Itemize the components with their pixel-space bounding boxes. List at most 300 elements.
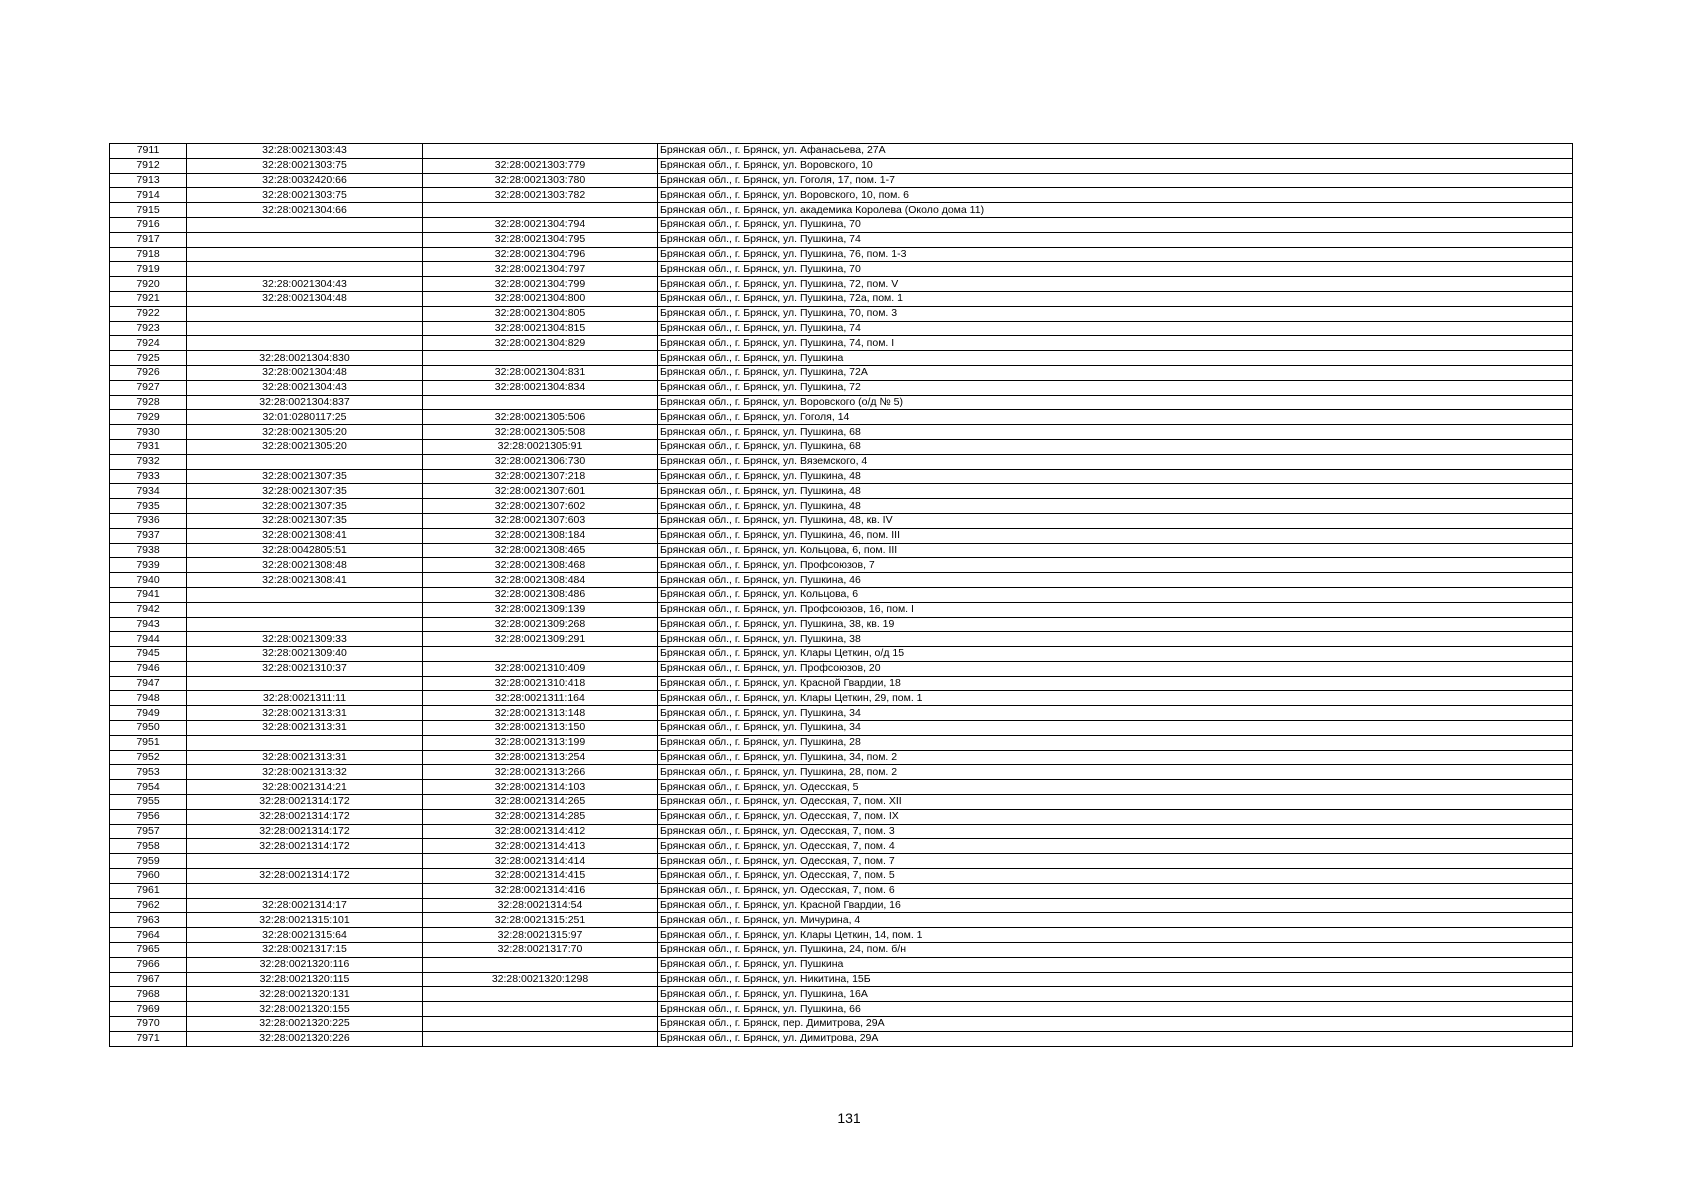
address-cell: Брянская обл., г. Брянск, ул. Пушкина, 34 [658, 721, 1573, 736]
cadastral-number-cell: 32:28:0021307:35 [187, 513, 423, 528]
cadastral-number-cell: 32:28:0032420:66 [187, 173, 423, 188]
cadastral-number-cell: 32:28:0021307:35 [187, 484, 423, 499]
address-cell: Брянская обл., г. Брянск, ул. Одесская, 5 [658, 780, 1573, 795]
address-cell: Брянская обл., г. Брянск, ул. Димитрова, 29А [658, 1031, 1573, 1046]
building-cadastral-number-cell: 32:28:0021315:251 [423, 913, 658, 928]
building-cadastral-number-cell: 32:28:0021314:285 [423, 809, 658, 824]
address-cell: Брянская обл., г. Брянск, ул. Пушкина, 48 [658, 499, 1573, 514]
building-cadastral-number-cell: 32:28:0021311:164 [423, 691, 658, 706]
table-row [110, 765, 1573, 780]
cadastral-number-cell: 32:28:0021314:172 [187, 824, 423, 839]
cadastral-number-cell [187, 232, 423, 247]
address-cell: Брянская обл., г. Брянск, ул. Гоголя, 14 [658, 410, 1573, 425]
row-number-cell: 7933 [110, 469, 187, 484]
cadastral-number-cell: 32:28:0021304:837 [187, 395, 423, 410]
address-cell: Брянская обл., г. Брянск, ул. Клары Цеткин, 14, пом. 1 [658, 928, 1573, 943]
building-cadastral-number-cell: 32:28:0021308:468 [423, 558, 658, 573]
cadastral-number-cell: 32:28:0021304:43 [187, 380, 423, 395]
row-number-cell: 7963 [110, 913, 187, 928]
address-cell: Брянская обл., г. Брянск, ул. Пушкина, 16А [658, 987, 1573, 1002]
building-cadastral-number-cell: 32:28:0021315:97 [423, 928, 658, 943]
address-cell: Брянская обл., г. Брянск, ул. Пушкина, 74, пом. I [658, 336, 1573, 351]
table-row [110, 232, 1573, 247]
cadastral-number-cell: 32:28:0021305:20 [187, 425, 423, 440]
row-number-cell: 7920 [110, 277, 187, 292]
address-cell: Брянская обл., г. Брянск, ул. Воровского, 10 [658, 158, 1573, 173]
address-cell: Брянская обл., г. Брянск, ул. академика Королева (Около дома 11) [658, 203, 1573, 218]
row-number-cell: 7921 [110, 291, 187, 306]
cadastral-number-cell [187, 262, 423, 277]
cadastral-number-cell [187, 854, 423, 869]
table-row [110, 351, 1573, 366]
row-number-cell: 7931 [110, 439, 187, 454]
table-row [110, 336, 1573, 351]
table-row [110, 913, 1573, 928]
address-cell: Брянская обл., г. Брянск, ул. Афанасьева, 27А [658, 144, 1573, 159]
address-cell: Брянская обл., г. Брянск, ул. Пушкина, 24, пом. б/н [658, 943, 1573, 958]
address-cell: Брянская обл., г. Брянск, ул. Пушкина, 46, пом. III [658, 528, 1573, 543]
table-row [110, 1017, 1573, 1032]
table-row [110, 795, 1573, 810]
address-cell: Брянская обл., г. Брянск, ул. Воровского, 10, пом. 6 [658, 188, 1573, 203]
address-cell: Брянская обл., г. Брянск, ул. Кольцова, 6 [658, 587, 1573, 602]
address-cell: Брянская обл., г. Брянск, ул. Пушкина, 68 [658, 439, 1573, 454]
row-number-cell: 7917 [110, 232, 187, 247]
cadastral-number-cell: 32:28:0042805:51 [187, 543, 423, 558]
cadastral-number-cell: 32:28:0021314:172 [187, 839, 423, 854]
cadastral-number-cell: 32:28:0021304:66 [187, 203, 423, 218]
table-row [110, 824, 1573, 839]
row-number-cell: 7940 [110, 573, 187, 588]
address-cell: Брянская обл., г. Брянск, ул. Пушкина, 72А [658, 365, 1573, 380]
building-cadastral-number-cell [423, 1002, 658, 1017]
building-cadastral-number-cell [423, 144, 658, 159]
cadastral-number-cell: 32:28:0021314:172 [187, 795, 423, 810]
building-cadastral-number-cell: 32:28:0021313:266 [423, 765, 658, 780]
row-number-cell: 7966 [110, 957, 187, 972]
table-row [110, 291, 1573, 306]
table-row [110, 573, 1573, 588]
building-cadastral-number-cell: 32:28:0021314:265 [423, 795, 658, 810]
row-number-cell: 7922 [110, 306, 187, 321]
table-row [110, 721, 1573, 736]
table-row [110, 735, 1573, 750]
table-row [110, 158, 1573, 173]
table-row [110, 780, 1573, 795]
building-cadastral-number-cell: 32:28:0021307:603 [423, 513, 658, 528]
row-number-cell: 7965 [110, 943, 187, 958]
building-cadastral-number-cell: 32:28:0021313:254 [423, 750, 658, 765]
row-number-cell: 7935 [110, 499, 187, 514]
address-cell: Брянская обл., г. Брянск, ул. Пушкина, 70 [658, 217, 1573, 232]
cadastral-number-cell: 32:28:0021320:226 [187, 1031, 423, 1046]
cadastral-number-cell [187, 217, 423, 232]
row-number-cell: 7930 [110, 425, 187, 440]
building-cadastral-number-cell: 32:28:0021314:413 [423, 839, 658, 854]
address-cell: Брянская обл., г. Брянск, ул. Мичурина, 4 [658, 913, 1573, 928]
table-row [110, 839, 1573, 854]
building-cadastral-number-cell: 32:28:0021314:54 [423, 898, 658, 913]
row-number-cell: 7937 [110, 528, 187, 543]
cadastral-number-cell [187, 321, 423, 336]
row-number-cell: 7924 [110, 336, 187, 351]
row-number-cell: 7925 [110, 351, 187, 366]
table-row [110, 869, 1573, 884]
address-cell: Брянская обл., г. Брянск, ул. Пушкина, 70, пом. 3 [658, 306, 1573, 321]
address-cell: Брянская обл., г. Брянск, ул. Пушкина, 68 [658, 425, 1573, 440]
row-number-cell: 7962 [110, 898, 187, 913]
row-number-cell: 7945 [110, 647, 187, 662]
table-row [110, 306, 1573, 321]
address-cell: Брянская обл., г. Брянск, ул. Пушкина, 66 [658, 1002, 1573, 1017]
row-number-cell: 7956 [110, 809, 187, 824]
cadastral-number-cell: 32:28:0021310:37 [187, 661, 423, 676]
row-number-cell: 7916 [110, 217, 187, 232]
cadastral-number-cell: 32:28:0021308:41 [187, 573, 423, 588]
building-cadastral-number-cell: 32:28:0021313:150 [423, 721, 658, 736]
address-cell: Брянская обл., г. Брянск, ул. Пушкина, 38, кв. 19 [658, 617, 1573, 632]
building-cadastral-number-cell: 32:28:0021314:103 [423, 780, 658, 795]
row-number-cell: 7926 [110, 365, 187, 380]
address-cell: Брянская обл., г. Брянск, ул. Гоголя, 17, пом. 1-7 [658, 173, 1573, 188]
building-cadastral-number-cell: 32:28:0021304:829 [423, 336, 658, 351]
cadastral-number-cell: 32:28:0021307:35 [187, 499, 423, 514]
cadastral-number-cell: 32:28:0021304:830 [187, 351, 423, 366]
cadastral-number-cell: 32:28:0021303:43 [187, 144, 423, 159]
building-cadastral-number-cell [423, 203, 658, 218]
table-row [110, 632, 1573, 647]
building-cadastral-number-cell: 32:28:0021306:730 [423, 454, 658, 469]
address-cell: Брянская обл., г. Брянск, ул. Пушкина, 72, пом. V [658, 277, 1573, 292]
row-number-cell: 7970 [110, 1017, 187, 1032]
address-cell: Брянская обл., г. Брянск, ул. Пушкина, 34, пом. 2 [658, 750, 1573, 765]
cadastral-number-cell: 32:28:0021314:17 [187, 898, 423, 913]
building-cadastral-number-cell: 32:28:0021307:601 [423, 484, 658, 499]
row-number-cell: 7936 [110, 513, 187, 528]
address-cell: Брянская обл., г. Брянск, ул. Профсоюзов, 20 [658, 661, 1573, 676]
table-row [110, 987, 1573, 1002]
building-cadastral-number-cell [423, 395, 658, 410]
building-cadastral-number-cell: 32:28:0021308:486 [423, 587, 658, 602]
address-cell: Брянская обл., г. Брянск, ул. Одесская, 7, пом. 3 [658, 824, 1573, 839]
building-cadastral-number-cell: 32:28:0021304:796 [423, 247, 658, 262]
address-cell: Брянская обл., г. Брянск, ул. Пушкина, 48, кв. IV [658, 513, 1573, 528]
table-row [110, 425, 1573, 440]
building-cadastral-number-cell: 32:28:0021313:148 [423, 706, 658, 721]
address-cell: Брянская обл., г. Брянск, ул. Пушкина, 38 [658, 632, 1573, 647]
building-cadastral-number-cell: 32:28:0021304:795 [423, 232, 658, 247]
cadastral-number-cell [187, 306, 423, 321]
table-row [110, 898, 1573, 913]
row-number-cell: 7968 [110, 987, 187, 1002]
building-cadastral-number-cell: 32:28:0021303:780 [423, 173, 658, 188]
table-row [110, 262, 1573, 277]
address-cell: Брянская обл., г. Брянск, ул. Профсоюзов, 7 [658, 558, 1573, 573]
cadastral-number-cell [187, 617, 423, 632]
cadastral-number-cell: 32:28:0021315:101 [187, 913, 423, 928]
cadastral-number-cell: 32:28:0021315:64 [187, 928, 423, 943]
cadastral-number-cell: 32:28:0021314:172 [187, 809, 423, 824]
building-cadastral-number-cell: 32:28:0021305:508 [423, 425, 658, 440]
building-cadastral-number-cell: 32:28:0021305:91 [423, 439, 658, 454]
row-number-cell: 7942 [110, 602, 187, 617]
table-row [110, 499, 1573, 514]
building-cadastral-number-cell: 32:28:0021314:416 [423, 883, 658, 898]
table-row [110, 854, 1573, 869]
cadastral-number-cell: 32:28:0021304:43 [187, 277, 423, 292]
address-cell: Брянская обл., г. Брянск, ул. Пушкина, 34 [658, 706, 1573, 721]
address-cell: Брянская обл., г. Брянск, ул. Клары Цеткин, 29, пом. 1 [658, 691, 1573, 706]
address-cell: Брянская обл., г. Брянск, ул. Красной Гвардии, 16 [658, 898, 1573, 913]
row-number-cell: 7934 [110, 484, 187, 499]
address-cell: Брянская обл., г. Брянск, ул. Одесская, 7, пом. 5 [658, 869, 1573, 884]
table-row [110, 277, 1573, 292]
cadastral-number-cell [187, 735, 423, 750]
cadastral-number-cell: 32:28:0021317:15 [187, 943, 423, 958]
building-cadastral-number-cell: 32:28:0021320:1298 [423, 972, 658, 987]
cadastral-number-cell: 32:28:0021308:41 [187, 528, 423, 543]
building-cadastral-number-cell: 32:28:0021308:465 [423, 543, 658, 558]
row-number-cell: 7950 [110, 721, 187, 736]
cadastral-number-cell [187, 454, 423, 469]
table-row [110, 543, 1573, 558]
table-row [110, 528, 1573, 543]
cadastral-number-cell: 32:28:0021320:225 [187, 1017, 423, 1032]
row-number-cell: 7948 [110, 691, 187, 706]
row-number-cell: 7944 [110, 632, 187, 647]
row-number-cell: 7946 [110, 661, 187, 676]
cadastral-number-cell: 32:01:0280117:25 [187, 410, 423, 425]
table-row [110, 1002, 1573, 1017]
building-cadastral-number-cell [423, 1017, 658, 1032]
address-cell: Брянская обл., г. Брянск, ул. Пушкина, 74 [658, 232, 1573, 247]
table-row [110, 188, 1573, 203]
address-cell: Брянская обл., г. Брянск, ул. Клары Цеткин, о/д 15 [658, 647, 1573, 662]
table-row [110, 617, 1573, 632]
row-number-cell: 7951 [110, 735, 187, 750]
row-number-cell: 7959 [110, 854, 187, 869]
building-cadastral-number-cell [423, 1031, 658, 1046]
table-row [110, 395, 1573, 410]
row-number-cell: 7914 [110, 188, 187, 203]
row-number-cell: 7919 [110, 262, 187, 277]
row-number-cell: 7949 [110, 706, 187, 721]
row-number-cell: 7918 [110, 247, 187, 262]
cadastral-number-cell: 32:28:0021309:33 [187, 632, 423, 647]
cadastral-number-cell: 32:28:0021320:155 [187, 1002, 423, 1017]
table-row [110, 558, 1573, 573]
table-row [110, 943, 1573, 958]
address-cell: Брянская обл., г. Брянск, ул. Пушкина, 48 [658, 484, 1573, 499]
address-cell: Брянская обл., г. Брянск, ул. Пушкина, 74 [658, 321, 1573, 336]
row-number-cell: 7913 [110, 173, 187, 188]
building-cadastral-number-cell [423, 351, 658, 366]
cadastral-number-cell: 32:28:0021320:116 [187, 957, 423, 972]
address-cell: Брянская обл., г. Брянск, ул. Красной Гвардии, 18 [658, 676, 1573, 691]
building-cadastral-number-cell: 32:28:0021304:794 [423, 217, 658, 232]
cadastral-number-cell: 32:28:0021309:40 [187, 647, 423, 662]
address-cell: Брянская обл., г. Брянск, ул. Одесская, 7, пом. XII [658, 795, 1573, 810]
table-row [110, 321, 1573, 336]
building-cadastral-number-cell: 32:28:0021304:834 [423, 380, 658, 395]
table-row [110, 513, 1573, 528]
row-number-cell: 7912 [110, 158, 187, 173]
building-cadastral-number-cell: 32:28:0021309:139 [423, 602, 658, 617]
cadastral-number-cell [187, 883, 423, 898]
cadastral-number-cell: 32:28:0021311:11 [187, 691, 423, 706]
table-row [110, 217, 1573, 232]
building-cadastral-number-cell: 32:28:0021304:805 [423, 306, 658, 321]
address-cell: Брянская обл., г. Брянск, ул. Пушкина, 46 [658, 573, 1573, 588]
cadastral-number-cell: 32:28:0021304:48 [187, 365, 423, 380]
table-row [110, 454, 1573, 469]
cadastral-number-cell: 32:28:0021307:35 [187, 469, 423, 484]
cadastral-number-cell: 32:28:0021305:20 [187, 439, 423, 454]
building-cadastral-number-cell: 32:28:0021305:506 [423, 410, 658, 425]
address-cell: Брянская обл., г. Брянск, пер. Димитрова, 29А [658, 1017, 1573, 1032]
table-row [110, 144, 1573, 159]
cadastral-number-cell [187, 587, 423, 602]
row-number-cell: 7961 [110, 883, 187, 898]
table-row [110, 957, 1573, 972]
building-cadastral-number-cell: 32:28:0021307:602 [423, 499, 658, 514]
building-cadastral-number-cell: 32:28:0021304:800 [423, 291, 658, 306]
address-cell: Брянская обл., г. Брянск, ул. Пушкина, 72 [658, 380, 1573, 395]
row-number-cell: 7929 [110, 410, 187, 425]
row-number-cell: 7941 [110, 587, 187, 602]
registry-table-body [110, 144, 1573, 1047]
building-cadastral-number-cell [423, 647, 658, 662]
row-number-cell: 7953 [110, 765, 187, 780]
row-number-cell: 7939 [110, 558, 187, 573]
row-number-cell: 7923 [110, 321, 187, 336]
cadastral-number-cell: 32:28:0021320:131 [187, 987, 423, 1002]
address-cell: Брянская обл., г. Брянск, ул. Одесская, 7, пом. IX [658, 809, 1573, 824]
table-row [110, 410, 1573, 425]
building-cadastral-number-cell: 32:28:0021303:782 [423, 188, 658, 203]
row-number-cell: 7969 [110, 1002, 187, 1017]
address-cell: Брянская обл., г. Брянск, ул. Кольцова, 6, пом. III [658, 543, 1573, 558]
building-cadastral-number-cell: 32:28:0021317:70 [423, 943, 658, 958]
building-cadastral-number-cell: 32:28:0021303:779 [423, 158, 658, 173]
address-cell: Брянская обл., г. Брянск, ул. Пушкина [658, 351, 1573, 366]
row-number-cell: 7938 [110, 543, 187, 558]
building-cadastral-number-cell: 32:28:0021314:414 [423, 854, 658, 869]
table-row [110, 203, 1573, 218]
building-cadastral-number-cell: 32:28:0021304:815 [423, 321, 658, 336]
building-cadastral-number-cell: 32:28:0021308:484 [423, 573, 658, 588]
address-cell: Брянская обл., г. Брянск, ул. Одесская, 7, пом. 7 [658, 854, 1573, 869]
cadastral-number-cell: 32:28:0021303:75 [187, 158, 423, 173]
cadastral-number-cell: 32:28:0021314:21 [187, 780, 423, 795]
building-cadastral-number-cell [423, 987, 658, 1002]
cadastral-number-cell [187, 602, 423, 617]
address-cell: Брянская обл., г. Брянск, ул. Пушкина, 72а, пом. 1 [658, 291, 1573, 306]
cadastral-number-cell [187, 336, 423, 351]
building-cadastral-number-cell: 32:28:0021310:418 [423, 676, 658, 691]
row-number-cell: 7957 [110, 824, 187, 839]
table-row [110, 676, 1573, 691]
row-number-cell: 7911 [110, 144, 187, 159]
row-number-cell: 7971 [110, 1031, 187, 1046]
table-row [110, 602, 1573, 617]
table-row [110, 247, 1573, 262]
row-number-cell: 7915 [110, 203, 187, 218]
cadastral-number-cell: 32:28:0021304:48 [187, 291, 423, 306]
cadastral-number-cell: 32:28:0021313:31 [187, 721, 423, 736]
building-cadastral-number-cell: 32:28:0021304:831 [423, 365, 658, 380]
row-number-cell: 7943 [110, 617, 187, 632]
registry-table [109, 143, 1573, 1047]
cadastral-number-cell: 32:28:0021320:115 [187, 972, 423, 987]
row-number-cell: 7960 [110, 869, 187, 884]
row-number-cell: 7967 [110, 972, 187, 987]
cadastral-number-cell: 32:28:0021313:32 [187, 765, 423, 780]
building-cadastral-number-cell: 32:28:0021304:799 [423, 277, 658, 292]
table-row [110, 469, 1573, 484]
table-row [110, 661, 1573, 676]
table-row [110, 173, 1573, 188]
building-cadastral-number-cell: 32:28:0021307:218 [423, 469, 658, 484]
address-cell: Брянская обл., г. Брянск, ул. Вяземского, 4 [658, 454, 1573, 469]
building-cadastral-number-cell: 32:28:0021308:184 [423, 528, 658, 543]
address-cell: Брянская обл., г. Брянск, ул. Одесская, 7, пом. 6 [658, 883, 1573, 898]
table-row [110, 1031, 1573, 1046]
cadastral-number-cell: 32:28:0021313:31 [187, 750, 423, 765]
building-cadastral-number-cell: 32:28:0021310:409 [423, 661, 658, 676]
table-row [110, 439, 1573, 454]
cadastral-number-cell: 32:28:0021313:31 [187, 706, 423, 721]
table-row [110, 380, 1573, 395]
address-cell: Брянская обл., г. Брянск, ул. Пушкина, 28, пом. 2 [658, 765, 1573, 780]
cadastral-number-cell: 32:28:0021303:75 [187, 188, 423, 203]
row-number-cell: 7927 [110, 380, 187, 395]
row-number-cell: 7955 [110, 795, 187, 810]
table-row [110, 365, 1573, 380]
table-row [110, 706, 1573, 721]
building-cadastral-number-cell: 32:28:0021314:415 [423, 869, 658, 884]
address-cell: Брянская обл., г. Брянск, ул. Пушкина, 70 [658, 262, 1573, 277]
building-cadastral-number-cell: 32:28:0021309:268 [423, 617, 658, 632]
building-cadastral-number-cell: 32:28:0021309:291 [423, 632, 658, 647]
cadastral-number-cell [187, 676, 423, 691]
building-cadastral-number-cell [423, 957, 658, 972]
address-cell: Брянская обл., г. Брянск, ул. Пушкина, 76, пом. 1-3 [658, 247, 1573, 262]
cadastral-number-cell [187, 247, 423, 262]
row-number-cell: 7954 [110, 780, 187, 795]
table-row [110, 809, 1573, 824]
cadastral-number-cell: 32:28:0021308:48 [187, 558, 423, 573]
address-cell: Брянская обл., г. Брянск, ул. Пушкина [658, 957, 1573, 972]
row-number-cell: 7932 [110, 454, 187, 469]
address-cell: Брянская обл., г. Брянск, ул. Одесская, 7, пом. 4 [658, 839, 1573, 854]
row-number-cell: 7947 [110, 676, 187, 691]
address-cell: Брянская обл., г. Брянск, ул. Пушкина, 28 [658, 735, 1573, 750]
table-row [110, 750, 1573, 765]
cadastral-number-cell: 32:28:0021314:172 [187, 869, 423, 884]
table-row [110, 883, 1573, 898]
building-cadastral-number-cell: 32:28:0021304:797 [423, 262, 658, 277]
table-row [110, 928, 1573, 943]
address-cell: Брянская обл., г. Брянск, ул. Воровского (о/д № 5) [658, 395, 1573, 410]
page-number: 131 [837, 1110, 861, 1126]
table-row [110, 691, 1573, 706]
building-cadastral-number-cell: 32:28:0021314:412 [423, 824, 658, 839]
table-row [110, 647, 1573, 662]
row-number-cell: 7928 [110, 395, 187, 410]
address-cell: Брянская обл., г. Брянск, ул. Пушкина, 48 [658, 469, 1573, 484]
table-row [110, 484, 1573, 499]
